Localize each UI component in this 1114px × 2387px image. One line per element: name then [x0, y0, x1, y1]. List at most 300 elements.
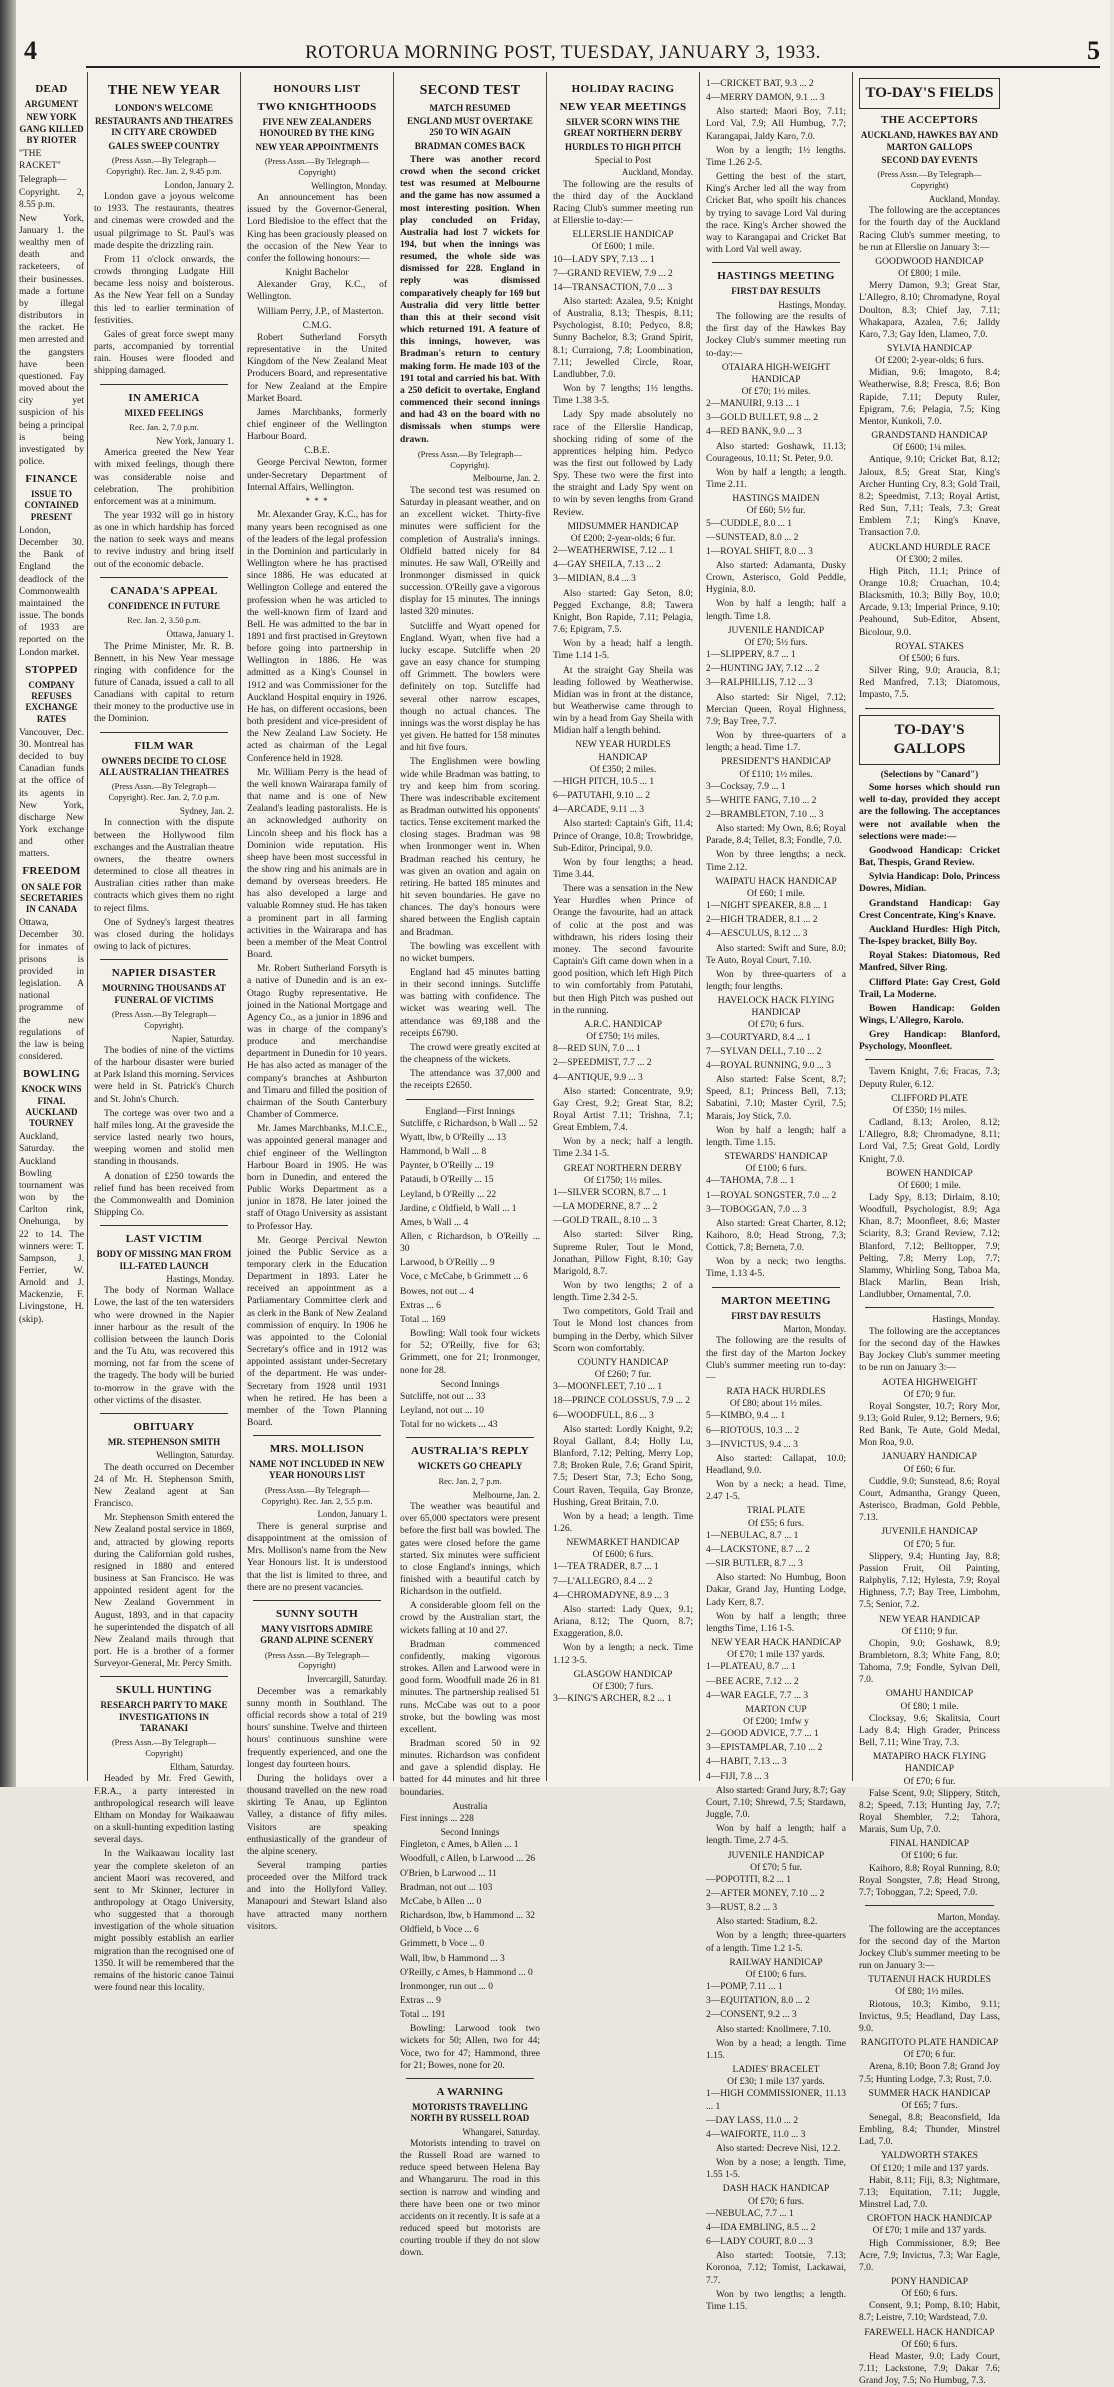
wire-credit: Rec. Jan. 2, 3.50 p.m. — [127, 615, 201, 626]
centered-line: MARTON CUP — [745, 1704, 807, 1715]
body-paragraph: Telegraph—Copyright. 2, 8.55 p.m. — [19, 175, 84, 210]
body-paragraph: High Pitch, 11.1; Prince of Orange 10.8; Cruachan, 10.4; Blacksmith, 10.3; Billy Boy, 10.0; Arcade, 9.13; Imperial Prince, 9.10; Peahound, Sub-Editor, Absent, Bicolour, 9.0. — [859, 566, 1000, 638]
headline: SUNNY SOUTH — [275, 1607, 359, 1620]
body-paragraph: Mr. James Marchbanks, M.I.C.E., was appointed general manager and chief engineer of the Wellington Harbour Board in 1905. He was born in Dunedin, and entered the Public Works Department as a junior in 1878. He later joined the staff of Otago University as assistant to Professor Hay. — [247, 1124, 387, 1232]
column-rule — [406, 2078, 534, 2079]
wire-credit: (Press Assn.—By Telegraph—Copyright). — [417, 448, 523, 470]
headline: FREEDOM — [22, 865, 81, 878]
subheadline: SILVER SCORN WINS THE GREAT NORTHERN DERBY — [563, 117, 683, 139]
column-1 — [88, 72, 241, 1994]
masthead — [16, 18, 1110, 68]
centered-line: A.R.C. HANDICAP — [583, 1019, 663, 1030]
column-rule — [865, 708, 994, 709]
dateline: London, January 2. — [164, 179, 234, 190]
body-paragraph: High Commissioner, 8.9; Bee Acre, 7.9; Invictus, 7.3; War Eagle, 7.0. — [859, 2238, 1000, 2273]
centered-line: JUVENILE HANDICAP — [727, 625, 825, 636]
centered-line: ROYAL STAKES — [895, 641, 964, 652]
result-line: 4—HABIT, 7.13 ... 3 — [706, 1757, 787, 1768]
result-line: Wyatt, lbw, b O'Reilly ... 13 — [400, 1132, 507, 1143]
result-line: Pataudi, b O'Reilly ... 15 — [400, 1175, 494, 1186]
centered-line: Of £110; 9 fur. — [901, 1626, 958, 1637]
centered-line: NEW YEAR HANDICAP — [879, 1614, 980, 1625]
result-line: —BEE ACRE, 7.12 ... 2 — [706, 1676, 799, 1687]
subheadline: NAME NOT INCLUDED IN NEW YEAR HONOURS LIST — [249, 1459, 385, 1481]
page-number-left: 4 — [24, 36, 37, 65]
result-line: Ames, b Wall ... 4 — [400, 1217, 469, 1228]
subheadline: MOURNING THOUSANDS AT FUNERAL OF VICTIMS — [102, 983, 226, 1005]
wire-credit: (Press Assn.—By Telegraph—Copyright) — [264, 155, 370, 177]
centered-line: LADIES' BRACELET — [732, 2065, 820, 2076]
result-line: 2—HUNTING JAY, 7.12 ... 2 — [706, 664, 820, 675]
headline: AUSTRALIA'S REPLY — [410, 1445, 530, 1458]
result-line: 7—L'ALLEGRO, 8.4 ... 2 — [553, 1576, 653, 1587]
column-grid — [16, 72, 1110, 2387]
result-line: Jardine, c Oldfield, b Wall ... 1 — [400, 1203, 517, 1214]
body-paragraph: Won by a length; 1½ lengths. Time 1.26 2-5. — [706, 145, 846, 168]
body-paragraph: Mr. Alexander Gray, K.C., has for many years been recognised as one of the leaders of the legal profession in the Dominion and particularly in Wellington where he has practised since 1886. He was educated at Wellington College and entered the profession when he was articled to the well-known firm of Izard and Bell. He was admitted to the bar in 1891 and first practised in Greytown before going into partnership in Wellington in 1886. He was admitted as a King's Counsel in 1912 and was Commissioner for the Auckland Hospital enquiry in 1926. He has, on different occasions, been both president and vice-president of the New Zealand Law Society. He acted as chairman of the Legal Conference held in 1928. — [247, 510, 387, 764]
body-paragraph: Mr. Stephenson Smith entered the New Zealand postal service in 1869, and, attracted by glowing reports during the Californian gold rushes, resigned in 1880 and entered business at San Francisco. He was appointed resident agent for the New Zealand Government in August, 1893, and in that capacity he superintended the dispatch of all New Zealand mails through that port. He is a brother of a former Surveyor-General, Mr. Percy Smith. — [94, 1513, 234, 1670]
column-rule — [865, 1307, 994, 1308]
column-3 — [394, 72, 547, 2259]
lead-paragraph: Grandstand Handicap: Gay Crest Concentrate, King's Knave. — [859, 898, 1000, 921]
headline: HONOURS LIST — [273, 83, 361, 95]
body-paragraph: The following are the acceptances for the fourth day of the Auckland Racing Club's summer meeting, to be run at Ellerslie on January 3:— — [859, 206, 1000, 253]
result-line: 3—EQUITATION, 8.0 ... 2 — [706, 1996, 810, 2007]
body-paragraph: The following are the results of the first day of the Marton Jockey Club's summer meeting run to-day:— — [706, 1336, 846, 1383]
result-line: 4—MERRY DAMON, 9.1 ... 3 — [706, 93, 825, 104]
centered-line: AUCKLAND HURDLE RACE — [868, 542, 991, 553]
result-line: 2—GOOD ADVICE, 7.7 ... 1 — [706, 1729, 819, 1740]
result-line: 2—MANUIRI, 9.13 ... 1 — [706, 399, 800, 410]
subheadline: NEW YORK GANG KILLED BY RIOTER — [19, 112, 84, 145]
body-paragraph: Won by half a length; half a length. Time 1.8. — [706, 599, 846, 622]
result-line: 1—CRICKET BAT, 9.3 ... 2 — [706, 79, 814, 89]
body-paragraph: Clocksay, 9.6; Skalitsia, Court Lady 8.4; High Grader, Princess Bell, 7.11; Wine Tray, 7.3. — [859, 1713, 1000, 1749]
body-paragraph: Won by 7 lengths; 1½ lengths. Time 1.38 3-5. — [553, 384, 693, 407]
body-paragraph: America greeted the New Year with mixed feelings, though there was considerable noise and celebration. The prohibition enforcement was at a minimum. — [94, 448, 234, 507]
body-paragraph: Won by three-quarters of a length; four lengths. — [706, 969, 846, 992]
headline: SKULL HUNTING — [116, 1684, 212, 1697]
body-paragraph: Won by three-quarters of a length; a head. Time 1.7. — [706, 731, 846, 754]
body-paragraph: The Prime Minister, Mr. R. B. Bennett, in his New Year message ringing with confidence for the future of Canada, issued a call to all Canadians with capital to return their money to the productive use in the Dominion. — [94, 641, 234, 725]
body-paragraph: Getting the best of the start, King's Archer led all the way from Cricket Bat, who spoilt his chances by trying to savage Lord Val during the race. King's Archer showed the way to Karangapai and Cricket Bat with Lord Val well away. — [706, 172, 846, 256]
result-line: 4—ARCADE, 9.11 ... 3 — [553, 805, 644, 816]
dateline: Hastings, Monday. — [778, 299, 846, 310]
result-line: 4—LACKSTONE, 8.7 ... 2 — [706, 1544, 810, 1555]
result-line: Ironmonger, run out ... 0 — [400, 1981, 494, 1992]
centered-line: Of £70; 1½ miles. — [741, 386, 811, 397]
result-line: 7—GRAND REVIEW, 7.9 ... 2 — [553, 268, 673, 279]
body-paragraph: Consent, 9.1; Pomp, 8.10; Habit, 8.7; Leistre, 7.10; Wardstead, 7.0. — [859, 2301, 1000, 2324]
newspaper-title: ROTORUA MORNING POST, TUESDAY, JANUARY 3, 1933. — [305, 42, 821, 63]
section-banner-box — [859, 715, 1000, 765]
body-paragraph: Also started: Concentrate, 9.9; Gay Crest, 9.2; Great Star, 8.2; Royal Artist 7.11; Trishna, 7.1; Great Emblem, 7.4. — [553, 1086, 693, 1134]
body-paragraph: New York, January 1. the wealthy men of death and racketeers, of their businesses. made a fortune by illegal distributors in the racket. He men arrested and the gangsters have been questioned. Fay moved about the city yet suspicion of his being a principal is being investigated by police. — [19, 213, 84, 467]
body-paragraph: Also started: No Humbug, Boon Dakar, Grand Jay, Hunting Lodge, Lady Kerr, 8.7. — [706, 1573, 846, 1608]
result-line: 4—ROYAL RUNNING, 9.0 ... 3 — [706, 1060, 831, 1071]
result-line: 3—COURTYARD, 8.4 ... 1 — [706, 1032, 811, 1043]
centered-line: Of £55; 6 furs. — [748, 1518, 804, 1529]
centered-line: Australia — [452, 1801, 488, 1812]
centered-line: AOTEA HIGHWEIGHT — [881, 1377, 978, 1388]
body-paragraph: Also started: Sir Nigel, 7.12; Mercian Queen, Royal Highness, 7.9; Bay Tree, 7.7. — [706, 692, 846, 727]
centered-line: NEWMARKET HANDICAP — [566, 1538, 680, 1549]
centered-line: Of £200; 2-year-olds; 6 furs. — [875, 356, 984, 367]
result-line: Bowes, not out ... 4 — [400, 1286, 474, 1297]
dateline: Invercargill, Saturday. — [307, 1674, 387, 1685]
centered-line: Of £70; 5 fur. — [750, 1862, 802, 1873]
body-paragraph: Also started: Great Charter, 8.12; Kaihoro, 8.0; Head Strong, 7.3; Cottick, 7.8; Berneta, 7.0. — [706, 1218, 846, 1254]
column-rule — [406, 1437, 534, 1438]
dateline: Whangarei, Saturday. — [462, 2126, 540, 2137]
result-line: —DAY LASS, 11.0 ... 2 — [706, 2115, 799, 2126]
headline: BOWLING — [22, 1068, 81, 1081]
body-paragraph: Robert Sutherland Forsyth representative in the United Kingdom of the New Zealand Meat Producers Board, and representative for New Zealand at the Empire Market Board. — [247, 332, 387, 404]
body-paragraph: Lady Spy made absolutely no race of the Ellerslie Handicap, shocking riding of some of the apprentices helping him. Pedyco was the first out followed by Lady Spy. These two were the first into the straight and Lady Spy went on to win by seven lengths from Grand Review. — [553, 410, 693, 518]
body-paragraph: Merry Damon, 9.3; Great Star, L'Allegro, 8.10; Chromadyne, Royal Doulton, 8.3; Chief Jay, 7.11; Whakapara, Azalea, 7.6; Jalldy Karo, 7.3; Gay Iden, Llameo, 7.0. — [859, 281, 1000, 340]
result-line: Grimmett, b Voce ... 0 — [400, 1939, 485, 1950]
centered-line: Second Innings — [440, 1828, 500, 1839]
wire-credit: (Press Assn.—By Telegraph—Copyright) — [111, 1737, 217, 1759]
dateline: Melbourne, Jan. 2. — [472, 473, 540, 484]
centered-line: RATA HACK HURDLES — [726, 1387, 826, 1398]
body-paragraph: Won by a length; a neck. Time 1.12 3-5. — [553, 1643, 693, 1666]
result-line: Bradman, not out ... 103 — [400, 1882, 493, 1893]
body-paragraph: In connection with the dispute between the Hollywood film exchanges and the Australian theatre owners, the theatre owners determined to close all theatres in Australian cities rather than make contracts which gives them no right to reject films. — [94, 818, 234, 914]
wire-credit: (Press Assn.—By Telegraph—Copyright). Rec. Jan. 2, 7.0 p.m. — [108, 781, 220, 803]
result-line: 1—ROYAL SHIFT, 8.0 ... 3 — [706, 546, 813, 557]
subheadline: BRADMAN COMES BACK — [414, 140, 526, 151]
result-line: 10—LADY SPY, 7.13 ... 1 — [553, 254, 655, 265]
centered-line: Of £80; 1 mile. — [900, 1701, 959, 1712]
result-line: Total ... 191 — [400, 2010, 446, 2021]
headline: CANADA'S APPEAL — [110, 584, 218, 597]
subheadline: KNOCK WINS FINAL AUCKLAND TOURNEY — [21, 1084, 82, 1129]
centered-line: PRESIDENT'S HANDICAP — [721, 757, 831, 768]
result-line: 4—IDA EMBLING, 8.5 ... 2 — [706, 2222, 816, 2233]
dateline: Auckland, Monday. — [928, 193, 1000, 204]
wire-credit: (Press Assn.—By Telegraph—Copyright) — [877, 169, 982, 190]
body-paragraph: Vancouver, Dec. 30. Montreal has decided to buy Canadian funds at the office of its agents in New York, discharge New York exchange and other matters. — [19, 727, 84, 860]
result-line: Extras ... 6 — [400, 1300, 441, 1311]
centered-line: FAREWELL HACK HANDICAP — [864, 2327, 995, 2338]
centered-line: GRANDSTAND HANDICAP — [871, 431, 988, 442]
centered-line: Of £600; 6 furs. — [592, 1550, 654, 1561]
result-line: —SUNSTEAD, 8.0 ... 2 — [706, 532, 799, 543]
body-paragraph: Mr. George Percival Newton joined the Public Service as a temporary clerk in the Education Department in 1893. Later he received an appointment as a Parliamentary Committee clerk and as clerk in the Bank of New Zealand commission of enquiry. In 1906 he was appointed to the Colonial Secretary's office and in 1912 was appointed assistant under-Secretary of the department. He was under-Secretary from 1928 until 1931 when he retired. He has been a member of the Town Planning Board. — [247, 1235, 387, 1428]
result-line: 3—RUST, 8.2 ... 3 — [706, 1903, 778, 1914]
centered-line: SYLVIA HANDICAP — [887, 344, 972, 354]
body-paragraph: Cuddle, 9.0; Sunstead, 8.6; Royal Court, Admantha, Grangy Queen, Asterisco, Bradman, Gold Pebble, 7.13. — [859, 1476, 1000, 1524]
headline: THE ACCEPTORS — [881, 114, 978, 127]
centered-line: JANUARY HANDICAP — [882, 1452, 977, 1463]
column-rule — [100, 732, 228, 733]
masthead-rule — [86, 66, 1100, 68]
body-paragraph: Ottawa, December 30. for inmates of prisons is provided in legislation. A national programme of the new regulations of the law is being considered. — [19, 918, 84, 1063]
page-number-right: 5 — [1087, 36, 1100, 65]
result-line: 3—KING'S ARCHER, 8.2 ... 1 — [553, 1694, 672, 1705]
centered-line: Of £70; 6 furs. — [748, 2196, 804, 2207]
column-rule — [100, 959, 228, 960]
headline: MARTON MEETING — [721, 1294, 831, 1307]
body-paragraph: The cortege was over two and a half miles long. At the graveside the service lasted nearly two hours, weeping women and stolid men standing in thousands. — [94, 1108, 234, 1168]
centered-line: Of £500; 6 furs. — [899, 653, 960, 664]
result-line: 3—GOLD BULLET, 9.8 ... 2 — [706, 413, 818, 424]
centered-line: ELLERSLIE HANDICAP — [572, 230, 674, 241]
result-line: 1—SLIPPERY, 8.7 ... 1 — [706, 650, 796, 661]
column-rule — [712, 1287, 840, 1288]
body-paragraph: Also started: Goshawk, 11.13; Courageous, 10.11; St. Peter, 9.0. — [706, 441, 846, 464]
result-line: 1—NIGHT SPEAKER, 8.8 ... 1 — [706, 901, 828, 912]
subheadline: COMPANY REFUSES EXCHANGE RATES — [25, 679, 78, 724]
subheadline: NEW YEAR APPOINTMENTS — [255, 141, 379, 152]
body-paragraph: Bradman scored 50 in 92 minutes. Richardson was confident and gave a splendid display. He batted for 44 minutes and hit three boundaries. — [400, 1739, 540, 1798]
result-line: 5—CUDDLE, 8.0 ... 1 — [706, 518, 793, 529]
centered-line: Of £300; 7 furs. — [592, 1681, 654, 1692]
centered-line: OMAHU HANDICAP — [885, 1689, 974, 1700]
body-paragraph: An announcement has been issued by the Governor-General, Lord Bledisloe to the effect that the King has been graciously pleased on the occasion of the New Year to confer the following honours:— — [247, 193, 387, 264]
result-line: 2—WEATHERWISE, 7.12 ... 1 — [553, 546, 674, 557]
subheadline: LONDON'S WELCOME — [114, 102, 214, 113]
body-paragraph: Bradman commenced confidently, making vigorous strokes. Allen and Larwood were in good form. Woodfull made 26 in 81 minutes. The partnership realised 51 runs. McCabe was out to a poor stroke, but the bowling was most excellent. — [400, 1639, 540, 1735]
centered-line: COUNTY HANDICAP — [577, 1357, 669, 1368]
body-paragraph: Mr. Robert Sutherland Forsyth is a native of Dunedin and is an ex-Otago Rugby representative. He joined in the National Mortgage and Agency Co., as a junior in 1896 and was in charge of the company's produce and merchandise department in Dunedin for 10 years. He has also acted as manager of the company's branches at Ashburton and Timaru and filled the position of chairman of the South Canterbury Chamber of Commerce. — [247, 964, 387, 1121]
centered-line: NEW YEAR HACK HANDICAP — [710, 1638, 842, 1649]
centered-line: Of £60; 1 mile. — [746, 888, 806, 899]
body-paragraph: "THE RACKET" — [19, 149, 61, 172]
body-paragraph: Also started: Tootsie, 7.13; Koronoa, 7.12; Tomist, Lackawai, 7.7. — [706, 2251, 846, 2286]
body-paragraph: Won by a neck; a head. Time, 2.47 1-5. — [706, 1480, 846, 1503]
centered-line: Second Innings — [440, 1379, 500, 1390]
column-2 — [241, 72, 394, 1932]
centered-line: Of £60; 6 furs. — [901, 2289, 958, 2300]
centered-line: Of £80; 1½ miles. — [895, 1987, 964, 1998]
body-paragraph: Bowling: Larwood took two wickets for 50; Allen, two for 44; Voce, two for 47; Hammond, three for 21; Bowes, none for 20. — [400, 2024, 540, 2071]
body-paragraph: Also started: My Own, 8.6; Royal Parade, 8.4; Tellet, 8.3; Fondle, 7.0. — [706, 824, 846, 847]
centered-line: Of £260; 7 fur. — [594, 1370, 652, 1381]
dateline: Wellington, Saturday. — [156, 1450, 234, 1461]
subheadline: ISSUE TO CONTAINED PRESENT — [24, 489, 79, 522]
headline: THE NEW YEAR — [107, 83, 221, 98]
column-rule — [253, 1600, 381, 1601]
result-line: 3—Cocksay, 7.9 ... 1 — [706, 781, 786, 792]
result-line: Leyland, not out ... 10 — [400, 1406, 484, 1417]
column-rule — [100, 384, 228, 385]
result-line: —SIR BUTLER, 8.7 ... 3 — [706, 1559, 803, 1570]
adjacent-page-edge — [0, 0, 16, 1787]
body-paragraph: Also started: Azalea, 9.5; Knight of Australia, 8.13; Thespis, 8.11; Psychologist, 8.10; Pedyco, 8.8; Sunny Bachelor, 8.3; Grand Spirit, 8.1; Curraiong, 7.8; Loombination, 7.11; Jewelled Circle, Roar, Landlubber, 7.0. — [553, 296, 693, 380]
headline: NAPIER DISASTER — [111, 967, 217, 980]
result-line: Sutcliffe, c Richardson, b Wall ... 52 — [400, 1118, 538, 1129]
centered-line: BOWEN HANDICAP — [886, 1168, 973, 1179]
subheadline: BODY OF MISSING MAN FROM ILL-FATED LAUNCH — [96, 1249, 232, 1271]
body-paragraph: Chopin, 9.0; Goshawk, 8.9; Brambletorn, 8.3; White Fang, 8.0; Tahoma, 7.9; Fondle, Sylvan Dell, 7.0. — [859, 1638, 1000, 1686]
body-paragraph: Also started: False Scent, 8.7; Speed, 8.1; Princess Bell, 7.13; Sabatini, 7.10; Master Cyril, 7.5; Marais, Joy Stick, 7.0. — [706, 1075, 846, 1122]
result-line: Oldfield, b Voce ... 6 — [400, 1925, 479, 1936]
body-paragraph: From 11 o'clock onwards, the crowds thronging Ludgate Hill became less noisy and boisterous. As the New Year fell on a Sunday this led to earlier termination of festivities. — [94, 254, 234, 326]
subheadline: MOTORISTS TRAVELLING NORTH BY RUSSELL ROAD — [410, 2102, 530, 2124]
subheadline: RESTAURANTS AND THEATRES IN CITY ARE CROWDED — [94, 116, 234, 138]
result-line: 2—CONSENT, 9.2 ... 3 — [706, 2010, 797, 2021]
body-paragraph: Won by half a length; a length. Time 2.11. — [706, 467, 846, 491]
dateline: Napier, Saturday. — [171, 1033, 234, 1044]
centered-line: CROFTON HACK HANDICAP — [867, 2214, 992, 2225]
headline: FINANCE — [25, 473, 78, 486]
body-paragraph: Won by a nose; a length. Time, 1.55 1-5. — [706, 2158, 846, 2181]
centered-line: FINAL HANDICAP — [889, 1839, 970, 1850]
result-line: 1—NEBULAC, 8.7 ... 1 — [706, 1530, 799, 1541]
subheadline: ON SALE FOR SECRETARIES IN CANADA — [20, 881, 83, 915]
centered-line: Of £70; 5½ furs. — [744, 637, 808, 648]
body-paragraph: Won by two lengths; 2 of a length. Time 2.34 2-5. — [553, 1281, 693, 1304]
centered-line: WAIPATU HACK HANDICAP — [715, 876, 837, 887]
subheadline: OWNERS DECIDE TO CLOSE ALL AUSTRALIAN THEATRES — [99, 755, 229, 777]
result-line: 4—ANTIQUE, 9.9 ... 3 — [553, 1072, 643, 1083]
result-line: 4—GAY SHEILA, 7.13 ... 2 — [553, 560, 661, 571]
column-rule — [100, 1413, 228, 1414]
centered-line: C.M.G. — [302, 320, 332, 331]
centered-line: Of £350; 2 miles. — [589, 764, 657, 775]
body-paragraph: Head Master, 9.0; Lady Court, 7.11; Lackstone, 7.9; Dakar 7.6; Grand Joy, 7.5; No Humbug, 7.3. — [859, 2351, 1000, 2387]
body-paragraph: Won by half a length; half a length. Time, 2.7 4-5. — [706, 1824, 846, 1847]
result-line: Larwood, b O'Reilly ... 9 — [400, 1258, 495, 1269]
result-line: Leyland, b O'Reilly ... 22 — [400, 1189, 497, 1200]
lead-paragraph: Sylvia Handicap: Dolo, Princess Dowres, Midian. — [859, 872, 1000, 895]
centered-line: GLASGOW HANDICAP — [573, 1669, 673, 1680]
body-paragraph: Two competitors, Gold Trail and Tout le Mond lost chances from bumping in the Derby, which Silver Scorn won comfortably. — [553, 1307, 693, 1354]
lead-paragraph: Some horses which should run well to-day, provided they accept are the following. The acceptances were not available when the selections were made:— — [859, 783, 1000, 842]
centered-line: Of £65; 7 furs. — [901, 2100, 958, 2111]
section-banner-box — [859, 78, 1000, 109]
centered-line: Of £100; 6 fur. — [901, 1851, 958, 1862]
body-paragraph: Also started: Lady Quex, 9.1; Ariana, 8.12; The Quorn, 8.7; Exaggeration, 8.0. — [553, 1604, 693, 1640]
result-line: 18—PRINCE COLOSSUS, 7.9 ... 2 — [553, 1396, 690, 1407]
lead-paragraph: Royal Stakes: Diatomous, Red Manfred, Silver Ring. — [859, 951, 1000, 974]
dateline: Wellington, Monday. — [311, 180, 387, 191]
centered-line: Of £750; 1½ miles. — [586, 1032, 660, 1043]
headline: DEAD — [35, 83, 68, 95]
centered-line: England—First Innings — [425, 1106, 515, 1117]
subheadline: ARGUMENT — [24, 99, 79, 110]
body-paragraph: Won by a length; three-quarters of a length. Time 1.2 1-5. — [706, 1931, 846, 1954]
result-line: 4—WAIFORTE, 11.0 ... 3 — [706, 2129, 806, 2140]
headline: STOPPED — [25, 663, 78, 676]
column-5 — [700, 72, 853, 2312]
result-line: 4—RED BANK, 9.0 ... 3 — [706, 427, 802, 438]
headline: OBITUARY — [133, 1420, 195, 1433]
result-line: —POPOTITI, 8.2 ... 1 — [706, 1874, 791, 1885]
body-paragraph: The following are the results of the third day of the Auckland Racing Club's summer meeting run at Ellerslie to-day:— — [553, 179, 693, 227]
section-banner: TO-DAY'S FIELDS — [865, 85, 994, 101]
subheadline: FIRST DAY RESULTS — [731, 1310, 821, 1321]
centered-line: Of £350; 1½ miles. — [892, 1105, 967, 1116]
centered-line: Of £70; 6 furs. — [748, 1020, 804, 1031]
subheadline: HURDLES TO HIGH PITCH — [565, 141, 681, 152]
centered-line: Of £70; 5 fur. — [903, 1539, 956, 1550]
centered-line: GREAT NORTHERN DERBY — [563, 1163, 683, 1174]
centered-line: STEWARDS' HANDICAP — [724, 1152, 828, 1163]
body-paragraph: The bodies of nine of the victims of the harbour disaster were buried at Park Island this morning. Services were held in St. Patrick's Church and St. John's Church. — [94, 1046, 234, 1105]
result-line: 8—RED SUN, 7.0 ... 1 — [553, 1044, 641, 1055]
body-paragraph: Won by half a length; half a length. Time 1.15. — [706, 1125, 846, 1148]
result-line: 6—WOODFULL, 8.6 ... 3 — [553, 1410, 654, 1421]
result-line: Wall, lbw, b Hammond ... 3 — [400, 1953, 505, 1964]
wire-credit: (Press Assn.—By Telegraph—Copyright). — [111, 1008, 217, 1030]
centered-line: Knight Bachelor — [285, 268, 349, 279]
body-paragraph: Also started: Callapat, 10.0; Headland, 9.0. — [706, 1453, 846, 1476]
lead-paragraph: Bowen Handicap: Golden Wings, L'Allegro, Karolo. — [859, 1003, 1000, 1026]
centered-line: Of £110; 1½ miles. — [739, 769, 813, 780]
result-line: 2—HIGH TRADER, 8.1 ... 2 — [706, 915, 818, 926]
body-paragraph: Riotous, 10.3; Kimbo, 9.11; Invictus, 9.5; Headland, Day Lass, 9.0. — [859, 1999, 1000, 2034]
result-line: —HIGH PITCH, 10.5 ... 1 — [553, 776, 655, 787]
centered-line: SUMMER HACK HANDICAP — [868, 2088, 991, 2099]
body-paragraph: England had 45 minutes batting in their second innings. Sutcliffe was batting with confidence. The wicket was wearing well. The attendance was 69,188 and the receipts £6790. — [400, 968, 540, 1039]
column-6 — [853, 72, 1006, 2387]
wire-credit: (Press Assn.—By Telegraph—Copyright). Rec. Jan. 2, 5.5 p.m. — [261, 1484, 373, 1506]
body-paragraph: The crowd were greatly excited at the cheapness of the wickets. — [400, 1042, 540, 1066]
dateline: New York, January 1. — [156, 435, 234, 446]
body-paragraph: Gales of great force swept many parts, accompanied by torrential rain. Houses were flooded and shipping damaged. — [94, 329, 234, 377]
dateline: London, January 1. — [317, 1509, 387, 1520]
result-line: Voce, c McCabe, b Grimmett ... 6 — [400, 1272, 528, 1283]
centered-line: NEW YEAR HURDLES HANDICAP — [575, 740, 671, 763]
dateline: Marton, Monday. — [937, 1912, 1000, 1923]
subheadline: MATCH RESUMED — [429, 102, 511, 113]
centered-line: Of £70; 9 fur. — [903, 1389, 956, 1400]
centered-line: Of £70; 1 mile 137 yards. — [727, 1650, 825, 1661]
centered-line: JUVENILE HANDICAP — [881, 1527, 978, 1538]
body-paragraph: There is general surprise and disappointment at the omission of Mrs. Mollison's name from the New Year Honours list. It is understood that the list is limited to three, and there are no present vacancies. — [247, 1522, 387, 1593]
column-rule — [712, 262, 840, 263]
result-line: 1—SILVER SCORN, 8.7 ... 1 — [553, 1187, 667, 1198]
column-rule — [100, 1225, 228, 1226]
body-paragraph: The attendance was 37,000 and the receipts £2650. — [400, 1069, 540, 1092]
lead-paragraph: Grey Handicap: Blanford, Psychology, Moonfleet. — [859, 1030, 1000, 1053]
subheadline: AUCKLAND, HAWKES BAY AND MARTON GALLOPS — [860, 130, 999, 152]
headline: NEW YEAR MEETINGS — [559, 101, 687, 114]
body-paragraph: The body of Norman Wallace Lowe, the last of the ten watersiders who were drowned in the Napier inner harbour as the result of the collision between the launch Doris and the Tu Atu, was recovered this morning, not far from the scene of the tragedy. The body will be buried to-morrow in the grave with the other victims of the disaster. — [94, 1286, 234, 1406]
subheadline: GALES SWEEP COUNTRY — [108, 140, 220, 151]
result-line: Sutcliffe, not out ... 33 — [400, 1391, 486, 1402]
result-line: 7—SYLVAN DELL, 7.10 ... 2 — [706, 1046, 822, 1057]
body-paragraph: False Scent, 9.0; Slippery, Stitch, 8.2; Speed, 7.13; Hunting Jay, 7.7; Royal Shembler, 7.2; Tahora, Marais, Sum Up, 7.0. — [859, 1788, 1000, 1836]
body-paragraph: Tavern Knight, 7.6; Fracas, 7.3; Deputy Ruler, 6.12. — [859, 1067, 1000, 1090]
dateline: Auckland, Monday. — [621, 167, 693, 178]
body-paragraph: Also started: Captain's Gift, 11.4; Prince of Orange, 10.8; Trowbridge, Sub-Editor, Principal, 9.0. — [553, 819, 693, 854]
lead-paragraph: Auckland Hurdles: High Pitch, The-Ispey bracket, Billy Boy. — [859, 924, 1000, 948]
result-line: 6—LADY COURT, 8.0 ... 3 — [706, 2237, 813, 2248]
subheadline: WICKETS GO CHEAPLY — [417, 1461, 523, 1472]
wire-credit: (Press Assn.—By Telegraph—Copyright) — [264, 1649, 370, 1671]
result-line: —GOLD TRAIL, 8.10 ... 3 — [553, 1216, 658, 1227]
body-paragraph: Also started: Gay Seton, 8.0; Pegged Exchange, 8.8; Tawera Knight, Bon Rapide, 7.11; Pelagia, 7.6; Epigram, 7.5. — [553, 588, 693, 636]
centered-line: RAILWAY HANDICAP — [729, 1957, 823, 1968]
body-paragraph: Also started: Maori Boy, 7.11; Lord Val, 7.9; All Humbug, 7.7; Karangapai, Jaldy Karo, 7.0. — [706, 107, 846, 142]
body-paragraph: Also started: Decreve Nisi, 12.2. — [716, 2143, 841, 2154]
body-paragraph: Lady Spy, 8.13; Dirlaim, 8.10; Woodfull, Psychologist, 8.9; Aga Khan, 8.7; Moonfleet, 8.6; Master Sciarity, 8.3; Grand Review, 7.12; Blanford, 7.12; Belltopper, 7.9; Pelting, 7.8; Merry Lop, 7.7; Slammy, Whirling Song, Taboa Ma, Black Marlin, Bean Irish, Landlubber, Ornamental, 7.0. — [859, 1193, 1000, 1301]
body-paragraph: The following are the results of the first day of the Hawkes Bay Jockey Club's summer meeting run to-day:— — [706, 312, 846, 359]
centered-line: Of £800; 1 mile. — [898, 269, 961, 280]
body-paragraph: Silver Ring, 9.0; Araucia, 8.1; Red Manfred, 7.13; Diatomous, Impasto, 7.5. — [859, 666, 1000, 701]
body-paragraph: London gave a joyous welcome to 1933. The restaurants, theatres and cinemas were crowded and the usual pilgrimage to St. Paul's was made despite the drizzling rain. — [94, 192, 234, 251]
body-paragraph: Auckland, Saturday. the Auckland Bowling tournament was won by the Carlton rink, Onehunga, by 22 to 14. The winners were: T. Sampson, J. Ferrier, W. Arnold and J. Mackenzie, F. Livingstone, H. (skip). — [19, 1132, 84, 1325]
result-line: 5—WHITE FANG, 7.10 ... 2 — [706, 795, 817, 806]
result-line: —NEBULAC, 7.7 ... 1 — [706, 2208, 794, 2219]
subheadline: FIVE NEW ZEALANDERS HONOURED BY THE KING — [259, 117, 375, 139]
body-paragraph: The year 1932 will go in history as one in which hardship has forced the nation to seek ways and means to revive industry and bring itself out of the economic debacle. — [94, 511, 234, 570]
body-paragraph: Antique, 9.10; Cricket Bat, 8.12; Jaloux, 8.5; Great Star, King's Archer Hunting Cry, 8.3; Gold Trail, 8.2; Speedmist, 7.13; Royal Artist, Red Sun, 7.11; Teals, 7.3; Great Emblem 7.1; King's Knave, Transaction 7.0. — [859, 455, 1000, 539]
